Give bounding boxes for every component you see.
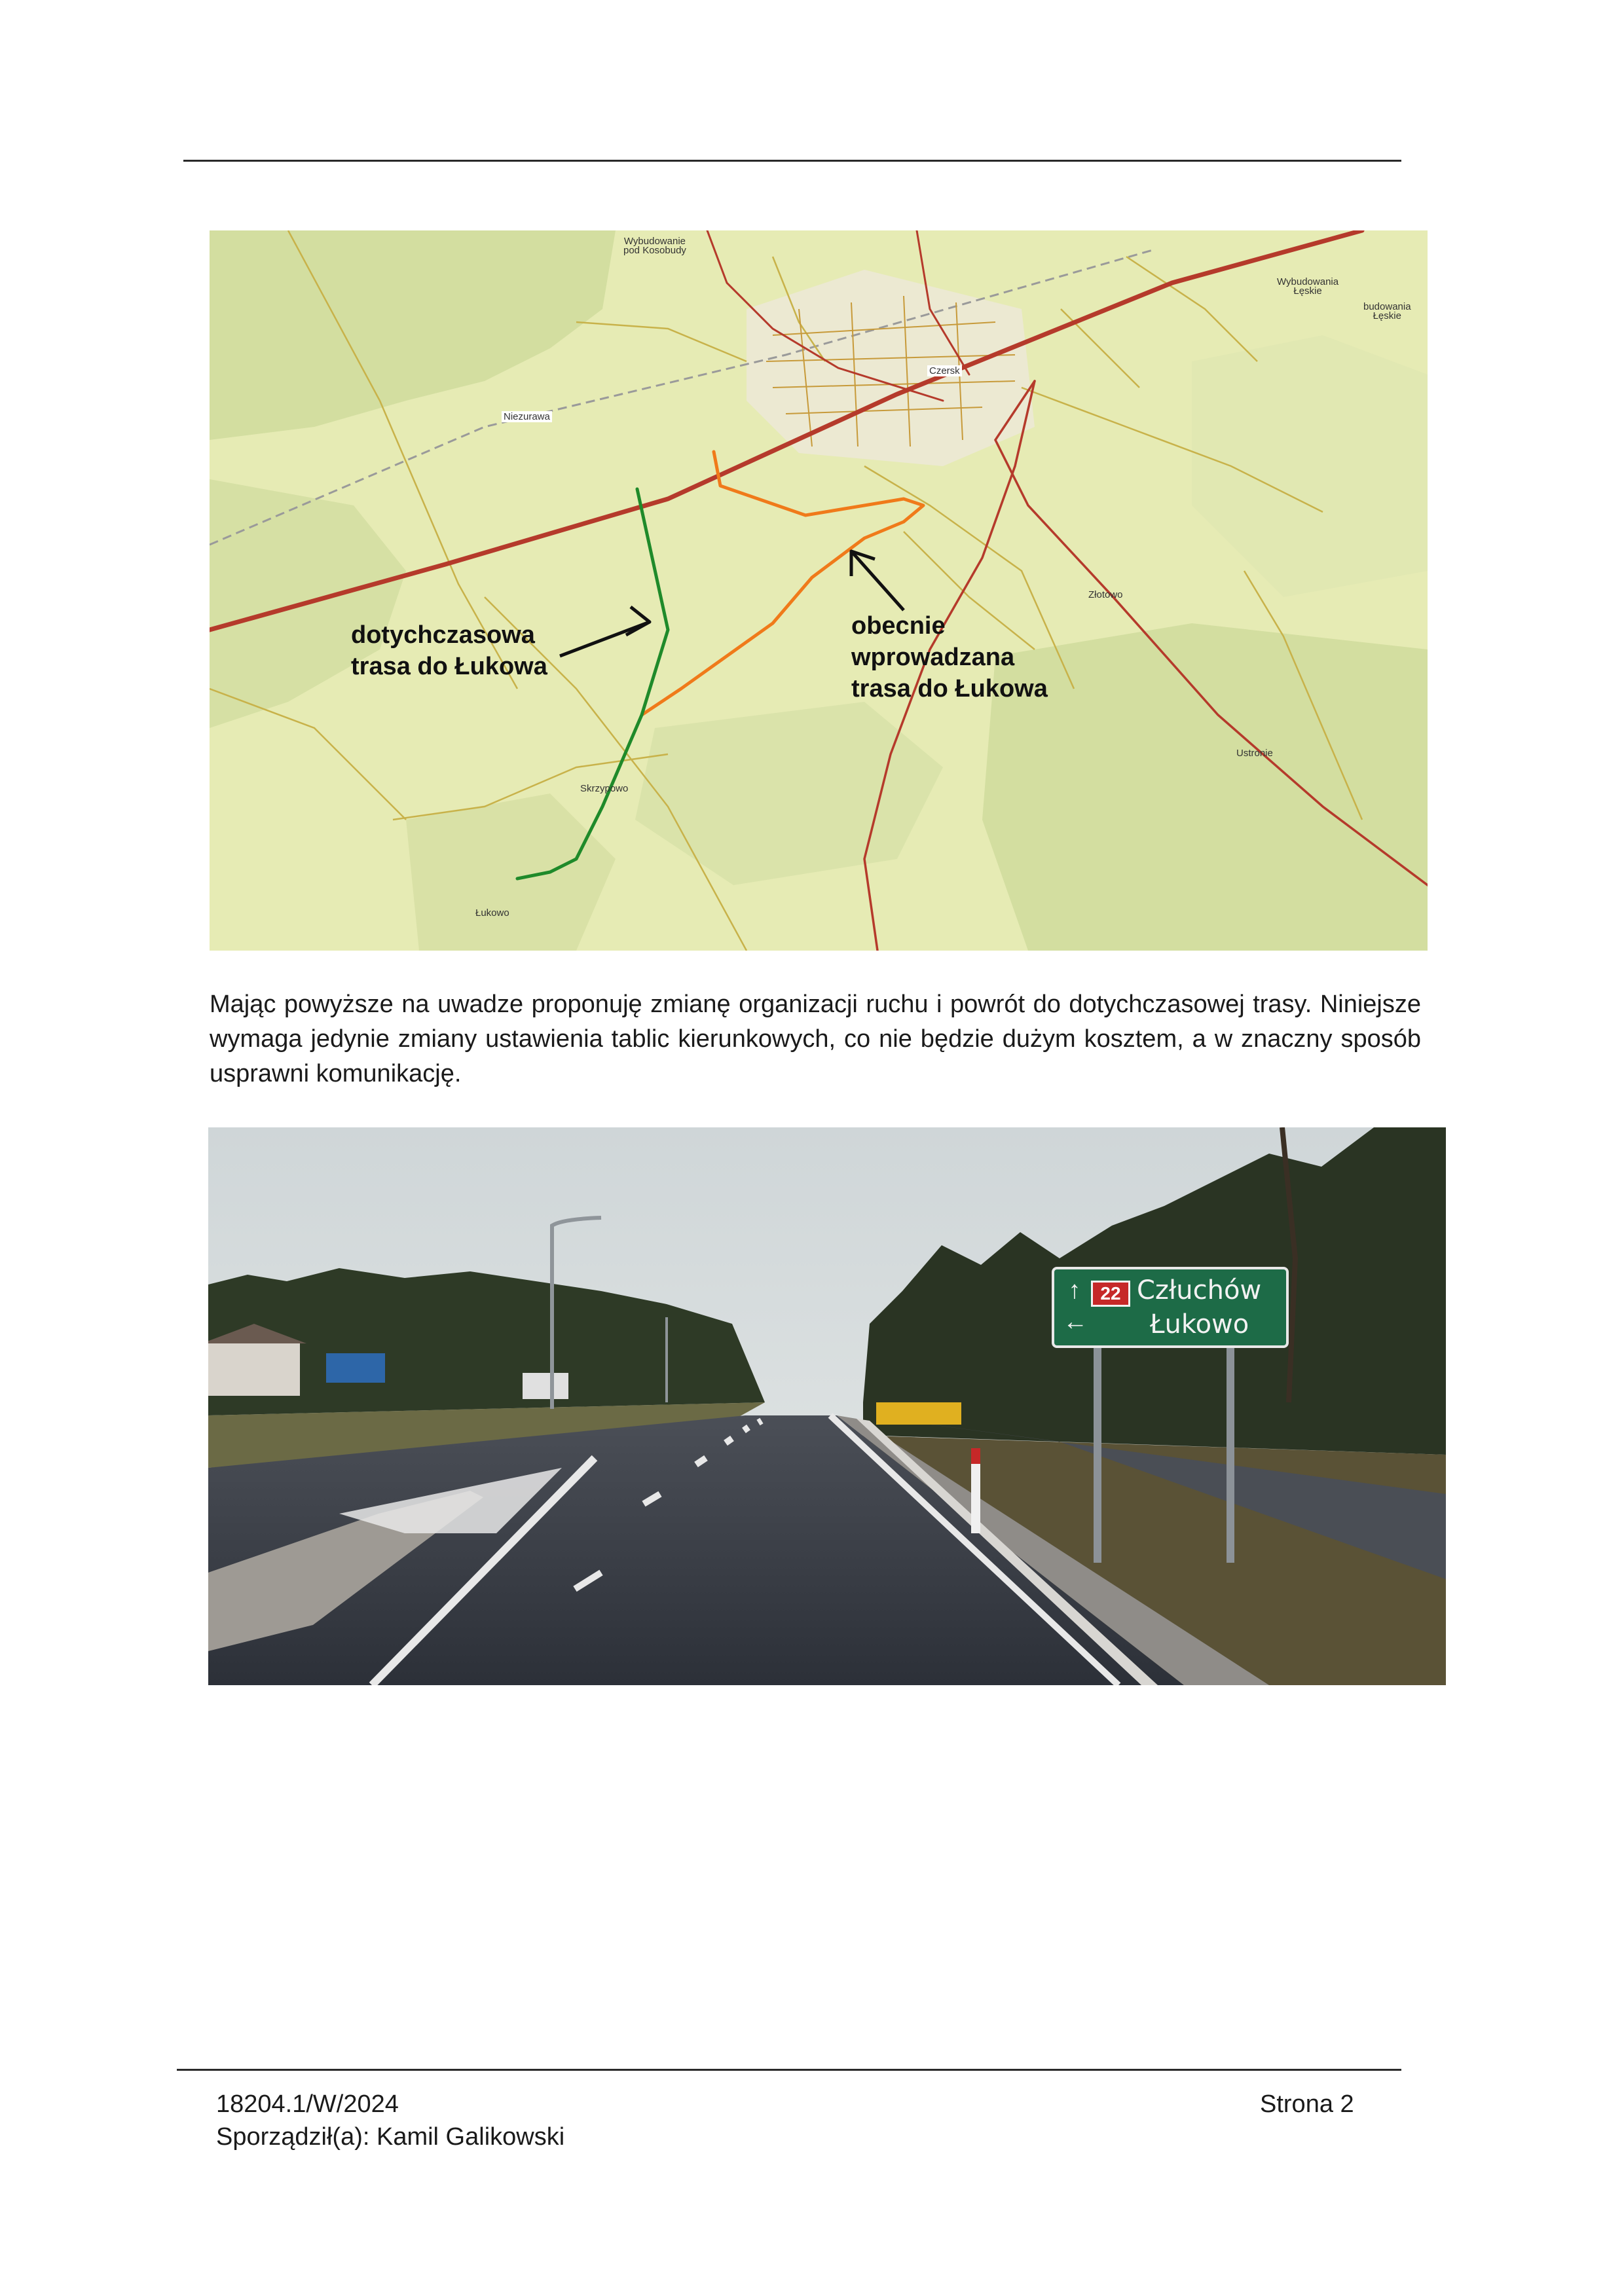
map-label-lukowo: Łukowo [475, 907, 509, 919]
sign-destination-lukowo: Łukowo [1150, 1309, 1249, 1339]
body-paragraph-text: Mając powyższe na uwadze proponuję zmianę organizacji ruchu i powrót do dotychczasowej trasy. Niniejsze wymaga jedynie zmiany ustawienia tablic kierunkowych, co nie będzie dużym kosztem, a w znaczny sposób usprawni komunikację. [210, 991, 1421, 1087]
map-label-wybudowania-leskie: Wybudowania Łęskie [1277, 276, 1339, 297]
page-number: Strona 2 [1260, 2090, 1354, 2118]
map-label-niezurawa: Niezurawa [502, 411, 552, 422]
road-photo [208, 1127, 1446, 1685]
route-map-figure [210, 230, 1428, 951]
sign-destination-czluchow: Człuchów [1137, 1275, 1262, 1305]
left-arrow-icon: ← [1063, 1308, 1088, 1336]
body-paragraph [210, 987, 1421, 1091]
road-photo-image [208, 1127, 1446, 1685]
map-label-zlotowo: Złotowo [1088, 589, 1123, 600]
header-divider [183, 160, 1401, 162]
map-label-ustronie: Ustronie [1236, 748, 1273, 759]
route-map [210, 230, 1428, 951]
map-label-budowania-leskie: budowania Łęskie [1363, 301, 1411, 321]
footer-divider [177, 2069, 1401, 2071]
annotation-old-route: dotychczasowa trasa do Łukowa [351, 621, 547, 680]
map-label-skrzypowo: Skrzypowo [580, 783, 629, 794]
document-author: Sporządził(a): Kamil Galikowski [216, 2123, 565, 2151]
document-reference: 18204.1/W/2024 [216, 2090, 399, 2118]
map-label-wybudowanie-kosobudy: Wybudowanie pod Kosobudy [623, 236, 686, 256]
annotation-new-route: obecnie wprowadzana trasa do Łukowa [851, 612, 1048, 702]
up-arrow-icon: ↑ [1068, 1277, 1081, 1304]
map-label-czersk: Czersk [927, 365, 962, 376]
road-number-badge: 22 [1091, 1281, 1130, 1307]
